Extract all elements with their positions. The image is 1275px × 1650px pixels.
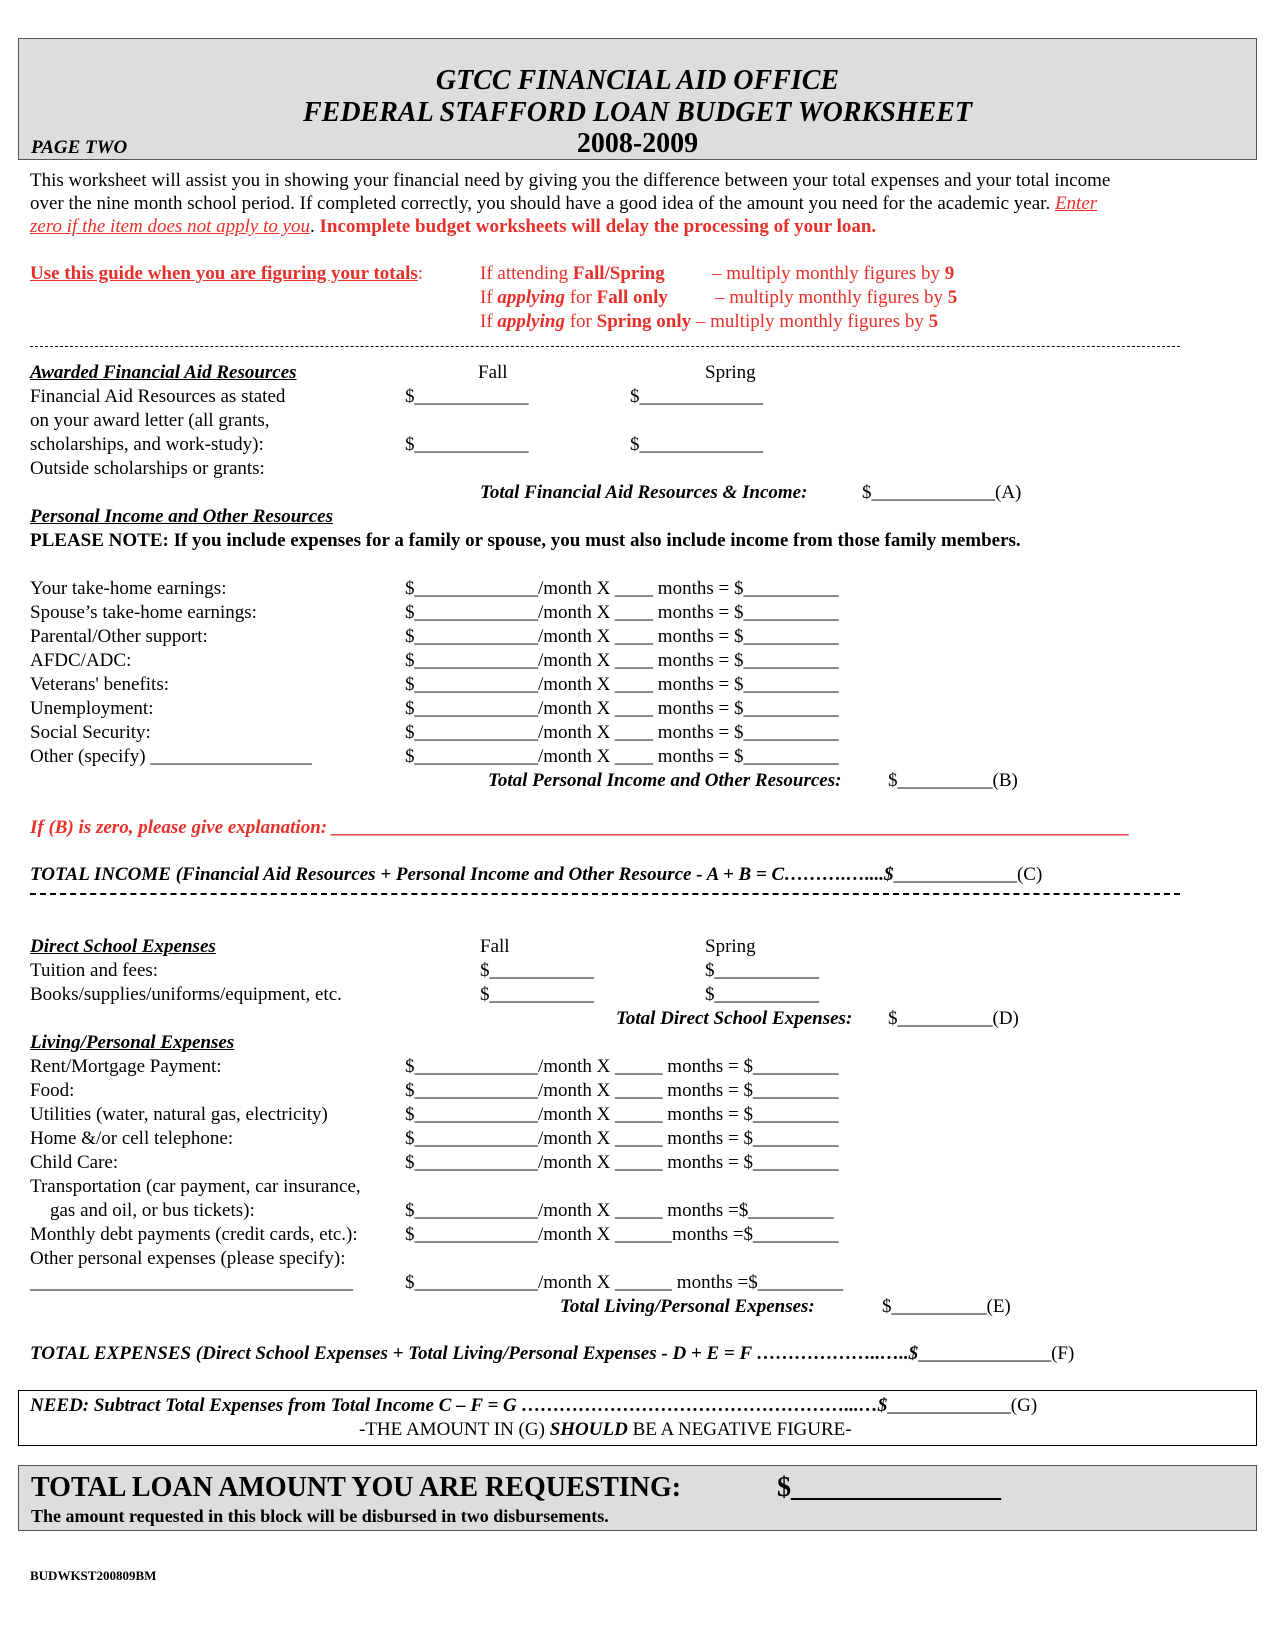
other-expenses-blank[interactable]: $_____________/month X ______ months =$_________	[405, 1272, 844, 1293]
year-label: 2008-2009	[576, 128, 699, 159]
direct-fall-blank-2[interactable]: $___________	[480, 984, 594, 1005]
aid-spring-blank-1[interactable]: $_____________	[630, 386, 763, 407]
transport-label-1: Transportation (car payment, car insurance,	[30, 1176, 361, 1197]
need-box	[18, 1390, 1257, 1446]
income-row-label: Spouse’s take-home earnings:	[30, 602, 257, 623]
intro-line-3: zero if the item does not apply to you. Incomplete budget worksheets will delay the processing of your loan.	[30, 216, 877, 237]
aid-fall-header: Fall	[478, 362, 508, 383]
intro-line-2: over the nine month school period. If completed correctly, you should have a good idea of the amount you need for the academic year. Enter	[30, 193, 1098, 214]
guide-label: Use this guide when you are figuring your totals:	[30, 263, 424, 284]
other-expenses-specify[interactable]: __________________________________	[30, 1272, 353, 1293]
direct-spring-header: Spring	[705, 936, 756, 957]
debt-blank[interactable]: $_____________/month X ______months =$_________	[405, 1224, 839, 1245]
aid-line-3: scholarships, and work-study):	[30, 434, 264, 455]
guide-row-2: If applying for Fall only	[480, 287, 668, 308]
guide-row-1-rule: – multiply monthly figures by 9	[712, 263, 955, 284]
living-row-blank[interactable]: $_____________/month X _____ months = $_________	[405, 1080, 839, 1101]
aid-fall-blank-2[interactable]: $____________	[405, 434, 529, 455]
living-row-blank[interactable]: $_____________/month X _____ months = $_________	[405, 1104, 839, 1125]
living-total-blank[interactable]: $__________(E)	[882, 1296, 1011, 1317]
direct-row-books: Books/supplies/uniforms/equipment, etc.	[30, 984, 342, 1005]
income-row-blank[interactable]: $_____________/month X ____ months = $__________	[405, 674, 839, 695]
income-row-blank[interactable]: $_____________/month X ____ months = $__________	[405, 698, 839, 719]
aid-fall-blank-1[interactable]: $____________	[405, 386, 529, 407]
page-label: PAGE TWO	[31, 137, 128, 158]
loan-amount-label: TOTAL LOAN AMOUNT YOU ARE REQUESTING:	[31, 1472, 682, 1503]
direct-fall-header: Fall	[480, 936, 510, 957]
need-line: NEED: Subtract Total Expenses from Total Income C – F = G ……………………………………………...…$_____________(G)	[30, 1395, 1038, 1416]
income-total-label: Total Personal Income and Other Resources:	[488, 770, 842, 791]
other-expenses-label: Other personal expenses (please specify):	[30, 1248, 346, 1269]
guide-row-2-rule: – multiply monthly figures by 5	[715, 287, 958, 308]
direct-total-label: Total Direct School Expenses:	[616, 1008, 853, 1029]
living-row-label: Child Care:	[30, 1152, 119, 1173]
income-row-label[interactable]: Other (specify) _________________	[30, 746, 312, 767]
living-heading: Living/Personal Expenses	[30, 1032, 235, 1053]
office-title: GTCC FINANCIAL AID OFFICE	[435, 65, 840, 96]
aid-line-4: Outside scholarships or grants:	[30, 458, 265, 479]
divider-2	[30, 893, 1180, 895]
transport-blank[interactable]: $_____________/month X _____ months =$_________	[405, 1200, 834, 1221]
guide-row-1: If attending Fall/Spring	[480, 263, 665, 284]
income-row-blank[interactable]: $_____________/month X ____ months = $__________	[405, 650, 839, 671]
header-box	[18, 38, 1257, 160]
total-income-line: TOTAL INCOME (Financial Aid Resources + Personal Income and Other Resource - A + B = C……….…....$_____________(C)	[30, 864, 1043, 885]
aid-total-blank[interactable]: $_____________(A)	[862, 482, 1022, 503]
direct-spring-blank-1[interactable]: $___________	[705, 960, 819, 981]
income-row-label: Social Security:	[30, 722, 151, 743]
need-negative-note: -THE AMOUNT IN (G) SHOULD BE A NEGATIVE FIGURE-	[359, 1419, 852, 1440]
living-row-blank[interactable]: $_____________/month X _____ months = $_________	[405, 1128, 839, 1149]
income-total-blank[interactable]: $__________(B)	[888, 770, 1018, 791]
income-row-label: Parental/Other support:	[30, 626, 208, 647]
total-expenses-line: TOTAL EXPENSES (Direct School Expenses + Total Living/Personal Expenses - D + E = F ………………..…..$______________(F)	[30, 1343, 1075, 1364]
zero-explanation[interactable]: If (B) is zero, please give explanation: ____________________________________________________________________________________	[30, 817, 1130, 838]
income-row-label: Your take-home earnings:	[30, 578, 227, 599]
intro-line-1: This worksheet will assist you in showing your financial need by giving you the difference between your total expenses and your total income	[30, 170, 1111, 191]
direct-row-tuition: Tuition and fees:	[30, 960, 159, 981]
living-row-label: Food:	[30, 1080, 75, 1101]
direct-fall-blank-1[interactable]: $___________	[480, 960, 594, 981]
guide-row-3: If applying for Spring only – multiply monthly figures by 5	[480, 311, 939, 332]
aid-spring-header: Spring	[705, 362, 756, 383]
loan-box	[18, 1465, 1257, 1531]
transport-label-2: gas and oil, or bus tickets):	[50, 1200, 255, 1221]
income-heading: Personal Income and Other Resources	[30, 506, 333, 527]
aid-line-2: on your award letter (all grants,	[30, 410, 270, 431]
direct-total-blank[interactable]: $__________(D)	[888, 1008, 1019, 1029]
income-row-blank[interactable]: $_____________/month X ____ months = $__________	[405, 578, 839, 599]
income-row-blank[interactable]: $_____________/month X ____ months = $__________	[405, 602, 839, 623]
worksheet-title: FEDERAL STAFFORD LOAN BUDGET WORKSHEET	[302, 97, 973, 128]
direct-spring-blank-2[interactable]: $___________	[705, 984, 819, 1005]
income-note: PLEASE NOTE: If you include expenses for a family or spouse, you must also include income from those family members.	[30, 530, 1021, 551]
living-row-label: Home &/or cell telephone:	[30, 1128, 234, 1149]
income-row-label: AFDC/ADC:	[30, 650, 132, 671]
aid-total-label: Total Financial Aid Resources & Income:	[480, 482, 808, 503]
direct-heading: Direct School Expenses	[30, 936, 216, 957]
form-code: BUDWKST200809BM	[30, 1568, 157, 1583]
aid-spring-blank-2[interactable]: $_____________	[630, 434, 763, 455]
income-row-label: Veterans' benefits:	[30, 674, 170, 695]
income-row-blank[interactable]: $_____________/month X ____ months = $__________	[405, 722, 839, 743]
living-row-blank[interactable]: $_____________/month X _____ months = $_________	[405, 1056, 839, 1077]
debt-label: Monthly debt payments (credit cards, etc.):	[30, 1224, 358, 1245]
living-row-label: Rent/Mortgage Payment:	[30, 1056, 222, 1077]
living-row-label: Utilities (water, natural gas, electricity)	[30, 1104, 328, 1125]
loan-amount-blank[interactable]: $_______________	[777, 1472, 1001, 1503]
aid-heading: Awarded Financial Aid Resources	[30, 362, 297, 383]
income-row-blank[interactable]: $_____________/month X ____ months = $__________	[405, 626, 839, 647]
living-row-blank[interactable]: $_____________/month X _____ months = $_________	[405, 1152, 839, 1173]
loan-note: The amount requested in this block will be disbursed in two disbursements.	[31, 1506, 609, 1526]
living-total-label: Total Living/Personal Expenses:	[560, 1296, 815, 1317]
income-row-blank[interactable]: $_____________/month X ____ months = $__________	[405, 746, 839, 767]
aid-line-1: Financial Aid Resources as stated	[30, 386, 286, 407]
income-row-label: Unemployment:	[30, 698, 154, 719]
divider-1	[30, 346, 1180, 347]
